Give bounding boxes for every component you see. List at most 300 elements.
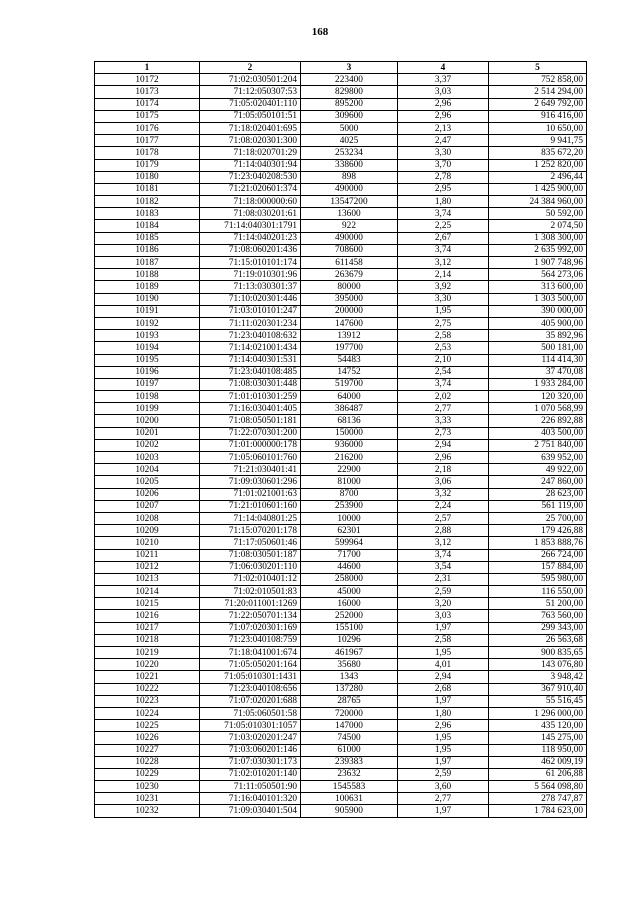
area-cell: 461967 [301, 647, 398, 659]
cadastral-number: 71:10:020301:446 [200, 293, 301, 305]
cadastral-number: 71:08:030501:187 [200, 549, 301, 561]
row-number: 10180 [95, 171, 200, 183]
row-number: 10192 [95, 317, 200, 329]
table-row [95, 342, 587, 354]
rate-cell: 3,74 [398, 208, 489, 220]
table-row [95, 622, 587, 634]
area-cell: 22900 [301, 464, 398, 476]
rate-cell: 1,95 [398, 305, 489, 317]
rate-cell: 3,32 [398, 488, 489, 500]
rate-cell: 3,74 [398, 378, 489, 390]
area-cell: 1343 [301, 671, 398, 683]
area-cell: 611458 [301, 257, 398, 269]
rate-cell: 3,54 [398, 561, 489, 573]
table-row [95, 512, 587, 524]
area-cell: 16000 [301, 598, 398, 610]
area-cell: 599964 [301, 537, 398, 549]
rate-cell: 2,68 [398, 683, 489, 695]
value-cell: 1 308 300,00 [489, 232, 587, 244]
row-number: 10224 [95, 707, 200, 719]
value-cell: 2 751 840,00 [489, 439, 587, 451]
area-cell: 720000 [301, 707, 398, 719]
area-cell: 338600 [301, 159, 398, 171]
table-row [95, 232, 587, 244]
area-cell: 147600 [301, 317, 398, 329]
rate-cell: 3,92 [398, 281, 489, 293]
row-number: 10204 [95, 464, 200, 476]
table-row [95, 586, 587, 598]
table-row [95, 122, 587, 134]
table-row [95, 281, 587, 293]
cadastral-number: 71:21:020601:374 [200, 183, 301, 195]
row-number: 10177 [95, 135, 200, 147]
rate-cell: 2,53 [398, 342, 489, 354]
value-cell: 61 206,88 [489, 768, 587, 780]
rate-cell: 3,12 [398, 257, 489, 269]
row-number: 10178 [95, 147, 200, 159]
value-cell: 367 910,40 [489, 683, 587, 695]
rate-cell: 2,18 [398, 464, 489, 476]
rate-cell: 2,96 [398, 452, 489, 464]
value-cell: 55 516,45 [489, 695, 587, 707]
table-row [95, 110, 587, 122]
row-number: 10211 [95, 549, 200, 561]
table-row [95, 220, 587, 232]
rate-cell: 2,58 [398, 634, 489, 646]
row-number: 10181 [95, 183, 200, 195]
rate-cell: 2,77 [398, 793, 489, 805]
rate-cell: 2,02 [398, 391, 489, 403]
rate-cell: 2,96 [398, 98, 489, 110]
row-number: 10232 [95, 805, 200, 817]
table-row [95, 781, 587, 793]
table-row [95, 391, 587, 403]
cadastral-number: 71:11:020301:234 [200, 317, 301, 329]
table-row [95, 744, 587, 756]
row-number: 10176 [95, 122, 200, 134]
cadastral-number: 71:13:030301:37 [200, 281, 301, 293]
row-number: 10195 [95, 354, 200, 366]
cadastral-number: 71:23:040108:759 [200, 634, 301, 646]
value-cell: 1 933 284,00 [489, 378, 587, 390]
row-number: 10182 [95, 196, 200, 208]
value-cell: 24 384 960,00 [489, 196, 587, 208]
value-cell: 25 700,00 [489, 512, 587, 524]
row-number: 10210 [95, 537, 200, 549]
area-cell: 905900 [301, 805, 398, 817]
table-row [95, 147, 587, 159]
row-number: 10229 [95, 768, 200, 780]
value-cell: 405 900,00 [489, 317, 587, 329]
row-number: 10222 [95, 683, 200, 695]
area-cell: 44600 [301, 561, 398, 573]
area-cell: 35680 [301, 659, 398, 671]
cadastral-number: 71:05:060101:760 [200, 452, 301, 464]
rate-cell: 3,70 [398, 159, 489, 171]
rate-cell: 3,37 [398, 74, 489, 86]
cadastral-number: 71:15:070201:178 [200, 525, 301, 537]
column-header-5: 5 [489, 62, 587, 74]
cadastral-number: 71:23:040108:485 [200, 366, 301, 378]
rate-cell: 2,59 [398, 768, 489, 780]
rate-cell: 2,59 [398, 586, 489, 598]
value-cell: 564 273,06 [489, 269, 587, 281]
area-cell: 490000 [301, 183, 398, 195]
cadastral-number: 71:14:040301:1791 [200, 220, 301, 232]
rate-cell: 3,30 [398, 147, 489, 159]
cadastral-number: 71:02:030501:204 [200, 74, 301, 86]
row-number: 10179 [95, 159, 200, 171]
column-header-1: 1 [95, 62, 200, 74]
value-cell: 500 181,00 [489, 342, 587, 354]
rate-cell: 2,57 [398, 512, 489, 524]
cadastral-number: 71:03:010101:247 [200, 305, 301, 317]
value-cell: 1 907 748,96 [489, 257, 587, 269]
value-cell: 51 200,00 [489, 598, 587, 610]
row-number: 10188 [95, 269, 200, 281]
value-cell: 2 496,44 [489, 171, 587, 183]
area-cell: 68136 [301, 415, 398, 427]
table-row [95, 98, 587, 110]
cadastral-number: 71:03:060201:146 [200, 744, 301, 756]
cadastral-number: 71:11:050501:90 [200, 781, 301, 793]
value-cell: 2 635 992,00 [489, 244, 587, 256]
table-row [95, 525, 587, 537]
value-cell: 313 600,00 [489, 281, 587, 293]
value-cell: 120 320,00 [489, 391, 587, 403]
value-cell: 10 650,00 [489, 122, 587, 134]
rate-cell: 3,12 [398, 537, 489, 549]
row-number: 10194 [95, 342, 200, 354]
table-row [95, 135, 587, 147]
row-number: 10230 [95, 781, 200, 793]
area-cell: 8700 [301, 488, 398, 500]
row-number: 10227 [95, 744, 200, 756]
rate-cell: 2,78 [398, 171, 489, 183]
area-cell: 252000 [301, 610, 398, 622]
cadastral-number: 71:14:040301:531 [200, 354, 301, 366]
table-row [95, 293, 587, 305]
value-cell: 226 892,88 [489, 415, 587, 427]
cadastral-number: 71:07:020201:688 [200, 695, 301, 707]
value-cell: 916 416,00 [489, 110, 587, 122]
row-number: 10216 [95, 610, 200, 622]
table-row [95, 598, 587, 610]
value-cell: 266 724,00 [489, 549, 587, 561]
value-cell: 116 550,00 [489, 586, 587, 598]
table-row [95, 707, 587, 719]
area-cell: 253900 [301, 500, 398, 512]
rate-cell: 2,77 [398, 403, 489, 415]
rate-cell: 2,94 [398, 671, 489, 683]
value-cell: 157 884,00 [489, 561, 587, 573]
rate-cell: 2,94 [398, 439, 489, 451]
table-row [95, 805, 587, 817]
rate-cell: 3,60 [398, 781, 489, 793]
value-cell: 278 747,87 [489, 793, 587, 805]
value-cell: 3 948,42 [489, 671, 587, 683]
column-header-3: 3 [301, 62, 398, 74]
cadastral-number: 71:15:010101:174 [200, 257, 301, 269]
cadastral-number: 71:14:040801:25 [200, 512, 301, 524]
cadastral-number: 71:23:040108:656 [200, 683, 301, 695]
area-cell: 1545583 [301, 781, 398, 793]
cadastral-number: 71:01:000000:178 [200, 439, 301, 451]
cadastral-number: 71:16:030401:405 [200, 403, 301, 415]
value-cell: 835 672,20 [489, 147, 587, 159]
area-cell: 13912 [301, 330, 398, 342]
value-cell: 114 414,30 [489, 354, 587, 366]
cadastral-number: 71:23:040208:530 [200, 171, 301, 183]
rate-cell: 3,03 [398, 86, 489, 98]
area-cell: 197700 [301, 342, 398, 354]
row-number: 10174 [95, 98, 200, 110]
value-cell: 1 070 568,99 [489, 403, 587, 415]
value-cell: 1 853 888,76 [489, 537, 587, 549]
cadastral-number: 71:02:010401:12 [200, 573, 301, 585]
area-cell: 395000 [301, 293, 398, 305]
row-number: 10208 [95, 512, 200, 524]
cadastral-number: 71:22:070301:200 [200, 427, 301, 439]
table-row [95, 317, 587, 329]
rate-cell: 2,13 [398, 122, 489, 134]
rate-cell: 2,47 [398, 135, 489, 147]
rate-cell: 2,96 [398, 110, 489, 122]
row-number: 10202 [95, 439, 200, 451]
value-cell: 1 296 000,00 [489, 707, 587, 719]
header-row [95, 62, 587, 74]
table-row [95, 196, 587, 208]
cadastral-number: 71:19:010301:96 [200, 269, 301, 281]
value-cell: 1 784 623,00 [489, 805, 587, 817]
cadastral-number: 71:14:040301:94 [200, 159, 301, 171]
cadastral-number: 71:05:050201:164 [200, 659, 301, 671]
row-number: 10203 [95, 452, 200, 464]
rate-cell: 1,97 [398, 805, 489, 817]
row-number: 10187 [95, 257, 200, 269]
rate-cell: 2,14 [398, 269, 489, 281]
table-row [95, 439, 587, 451]
value-cell: 2 649 792,00 [489, 98, 587, 110]
area-cell: 519700 [301, 378, 398, 390]
row-number: 10209 [95, 525, 200, 537]
row-number: 10185 [95, 232, 200, 244]
cadastral-number: 71:09:030401:504 [200, 805, 301, 817]
area-cell: 386487 [301, 403, 398, 415]
area-cell: 13600 [301, 208, 398, 220]
area-cell: 74500 [301, 732, 398, 744]
table-row [95, 647, 587, 659]
area-cell: 5000 [301, 122, 398, 134]
area-cell: 490000 [301, 232, 398, 244]
row-number: 10213 [95, 573, 200, 585]
cadastral-number: 71:05:010301:1057 [200, 720, 301, 732]
value-cell: 28 623,00 [489, 488, 587, 500]
table-row [95, 305, 587, 317]
row-number: 10228 [95, 756, 200, 768]
rate-cell: 2,96 [398, 720, 489, 732]
cadastral-number: 71:18:041001:674 [200, 647, 301, 659]
rate-cell: 3,33 [398, 415, 489, 427]
table-row [95, 720, 587, 732]
rate-cell: 3,03 [398, 610, 489, 622]
rate-cell: 2,25 [398, 220, 489, 232]
rate-cell: 1,97 [398, 756, 489, 768]
rate-cell: 3,06 [398, 476, 489, 488]
area-cell: 100631 [301, 793, 398, 805]
table-row [95, 257, 587, 269]
cadastral-number: 71:01:021001:63 [200, 488, 301, 500]
row-number: 10196 [95, 366, 200, 378]
value-cell: 247 860,00 [489, 476, 587, 488]
rate-cell: 2,67 [398, 232, 489, 244]
table-row [95, 269, 587, 281]
value-cell: 595 980,00 [489, 573, 587, 585]
area-cell: 253234 [301, 147, 398, 159]
row-number: 10186 [95, 244, 200, 256]
table-row [95, 171, 587, 183]
table-row [95, 659, 587, 671]
table-row [95, 537, 587, 549]
table-row [95, 549, 587, 561]
area-cell: 10296 [301, 634, 398, 646]
value-cell: 179 426,88 [489, 525, 587, 537]
area-cell: 258000 [301, 573, 398, 585]
cadastral-number: 71:01:010301:259 [200, 391, 301, 403]
area-cell: 137280 [301, 683, 398, 695]
cadastral-number: 71:21:030401:41 [200, 464, 301, 476]
value-cell: 9 941,75 [489, 135, 587, 147]
table-row [95, 415, 587, 427]
area-cell: 4025 [301, 135, 398, 147]
cadastral-value-table [94, 61, 587, 818]
row-number: 10193 [95, 330, 200, 342]
rate-cell: 2,24 [398, 500, 489, 512]
row-number: 10189 [95, 281, 200, 293]
value-cell: 403 500,00 [489, 427, 587, 439]
row-number: 10215 [95, 598, 200, 610]
row-number: 10223 [95, 695, 200, 707]
value-cell: 390 000,00 [489, 305, 587, 317]
area-cell: 80000 [301, 281, 398, 293]
table-row [95, 183, 587, 195]
rate-cell: 1,95 [398, 732, 489, 744]
column-header-4: 4 [398, 62, 489, 74]
value-cell: 118 950,00 [489, 744, 587, 756]
column-header-2: 2 [200, 62, 301, 74]
rate-cell: 2,75 [398, 317, 489, 329]
area-cell: 895200 [301, 98, 398, 110]
rate-cell: 2,88 [398, 525, 489, 537]
area-cell: 45000 [301, 586, 398, 598]
value-cell: 5 564 098,80 [489, 781, 587, 793]
row-number: 10220 [95, 659, 200, 671]
area-cell: 23632 [301, 768, 398, 780]
value-cell: 763 560,00 [489, 610, 587, 622]
cadastral-number: 71:08:030201:61 [200, 208, 301, 220]
value-cell: 49 922,00 [489, 464, 587, 476]
area-cell: 14752 [301, 366, 398, 378]
area-cell: 61000 [301, 744, 398, 756]
table-row [95, 732, 587, 744]
value-cell: 145 275,00 [489, 732, 587, 744]
area-cell: 309600 [301, 110, 398, 122]
row-number: 10183 [95, 208, 200, 220]
cadastral-number: 71:07:020301:169 [200, 622, 301, 634]
value-cell: 143 076,80 [489, 659, 587, 671]
value-cell: 1 252 820,00 [489, 159, 587, 171]
table-row [95, 354, 587, 366]
cadastral-number: 71:08:030301:448 [200, 378, 301, 390]
table-row [95, 756, 587, 768]
table-row [95, 452, 587, 464]
row-number: 10197 [95, 378, 200, 390]
cadastral-number: 71:05:050101:51 [200, 110, 301, 122]
cadastral-number: 71:16:040101:320 [200, 793, 301, 805]
cadastral-number: 71:07:030301:173 [200, 756, 301, 768]
area-cell: 10000 [301, 512, 398, 524]
table-row [95, 683, 587, 695]
row-number: 10231 [95, 793, 200, 805]
table-row [95, 695, 587, 707]
rate-cell: 1,97 [398, 622, 489, 634]
value-cell: 35 892,96 [489, 330, 587, 342]
row-number: 10184 [95, 220, 200, 232]
row-number: 10225 [95, 720, 200, 732]
table-row [95, 671, 587, 683]
table-row [95, 366, 587, 378]
value-cell: 2 074,50 [489, 220, 587, 232]
area-cell: 150000 [301, 427, 398, 439]
row-number: 10205 [95, 476, 200, 488]
table-row [95, 793, 587, 805]
area-cell: 54483 [301, 354, 398, 366]
area-cell: 62301 [301, 525, 398, 537]
area-cell: 922 [301, 220, 398, 232]
cadastral-number: 71:02:010201:140 [200, 768, 301, 780]
area-cell: 147000 [301, 720, 398, 732]
area-cell: 200000 [301, 305, 398, 317]
cadastral-number: 71:02:010501:83 [200, 586, 301, 598]
cadastral-number: 71:08:050501:181 [200, 415, 301, 427]
table-row [95, 610, 587, 622]
row-number: 10206 [95, 488, 200, 500]
value-cell: 50 592,00 [489, 208, 587, 220]
area-cell: 263679 [301, 269, 398, 281]
table-row [95, 500, 587, 512]
rate-cell: 3,20 [398, 598, 489, 610]
table-row [95, 244, 587, 256]
cadastral-number: 71:20:011001:1269 [200, 598, 301, 610]
table-row [95, 378, 587, 390]
rate-cell: 2,95 [398, 183, 489, 195]
cadastral-number: 71:03:020201:247 [200, 732, 301, 744]
value-cell: 462 009,19 [489, 756, 587, 768]
cadastral-number: 71:05:060501:58 [200, 707, 301, 719]
area-cell: 936000 [301, 439, 398, 451]
cadastral-number: 71:08:020301:300 [200, 135, 301, 147]
table-row [95, 573, 587, 585]
area-cell: 239383 [301, 756, 398, 768]
cadastral-number: 71:23:040108:632 [200, 330, 301, 342]
area-cell: 81000 [301, 476, 398, 488]
table-row [95, 74, 587, 86]
area-cell: 829800 [301, 86, 398, 98]
cadastral-number: 71:18:000000:60 [200, 196, 301, 208]
row-number: 10201 [95, 427, 200, 439]
row-number: 10191 [95, 305, 200, 317]
row-number: 10198 [95, 391, 200, 403]
